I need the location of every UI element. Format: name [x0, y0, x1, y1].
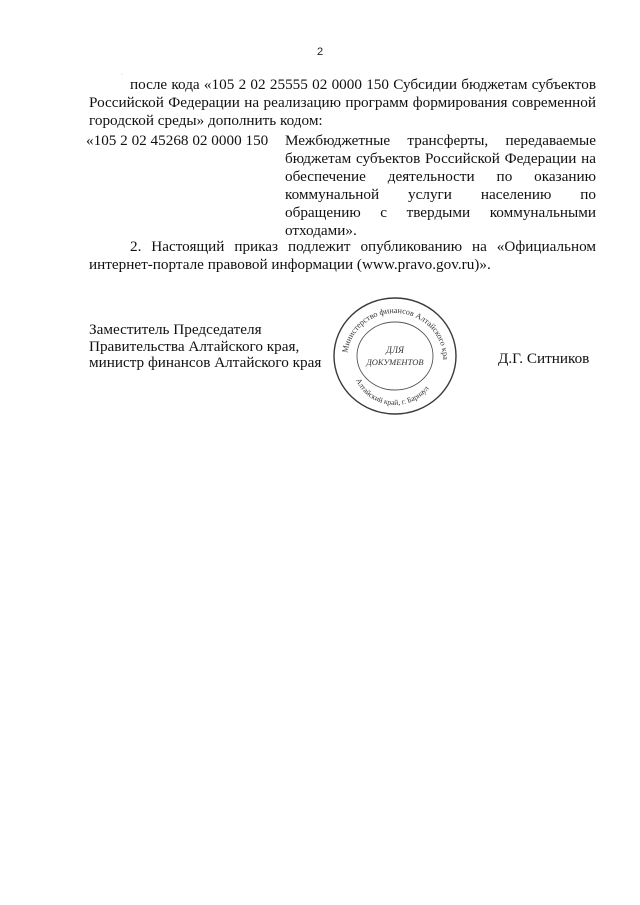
official-stamp: [331, 295, 459, 417]
signer-name: Д.Г. Ситников: [498, 350, 590, 367]
signer-title: [89, 322, 321, 372]
budget-code: «105 2 02 45268 02 0000 150: [86, 132, 269, 149]
stamp-center-line2: ДОКУМЕНТОВ: [366, 357, 424, 367]
stamp-center-line1: ДЛЯ: [386, 345, 404, 355]
paragraph-code-insertion: после кода «105 2 02 25555 02 0000 150 Субсидии бюджетам субъектов Российской Федерации на реализацию программ формирования современной городской среды» дополнить кодом:: [89, 76, 596, 129]
stamp-ring-text: Министерство финансов Алтайского кра: [340, 305, 451, 360]
budget-code-description: Межбюджетные трансферты, передаваемые бюджетам субъектов Российской Федерации на обеспечение деятельности по оказанию коммунальной услуги населению по обращению с твердыми коммунальными отходами».: [285, 132, 596, 239]
scan-mark: ·: [121, 72, 123, 78]
stamp-bottom-text: Алтайский край, г. Барнаул: [354, 376, 431, 408]
page-number: 2: [316, 46, 324, 58]
signer-title-line: министр финансов Алтайского края: [89, 354, 322, 371]
signer-title-line: Заместитель Председателя: [89, 321, 262, 338]
paragraph-publication: 2. Настоящий приказ подлежит опубликованию на «Официальном интернет-портале правовой информации (www.pravo.gov.ru)».: [89, 238, 596, 273]
signer-title-line: Правительства Алтайского края,: [89, 337, 300, 355]
